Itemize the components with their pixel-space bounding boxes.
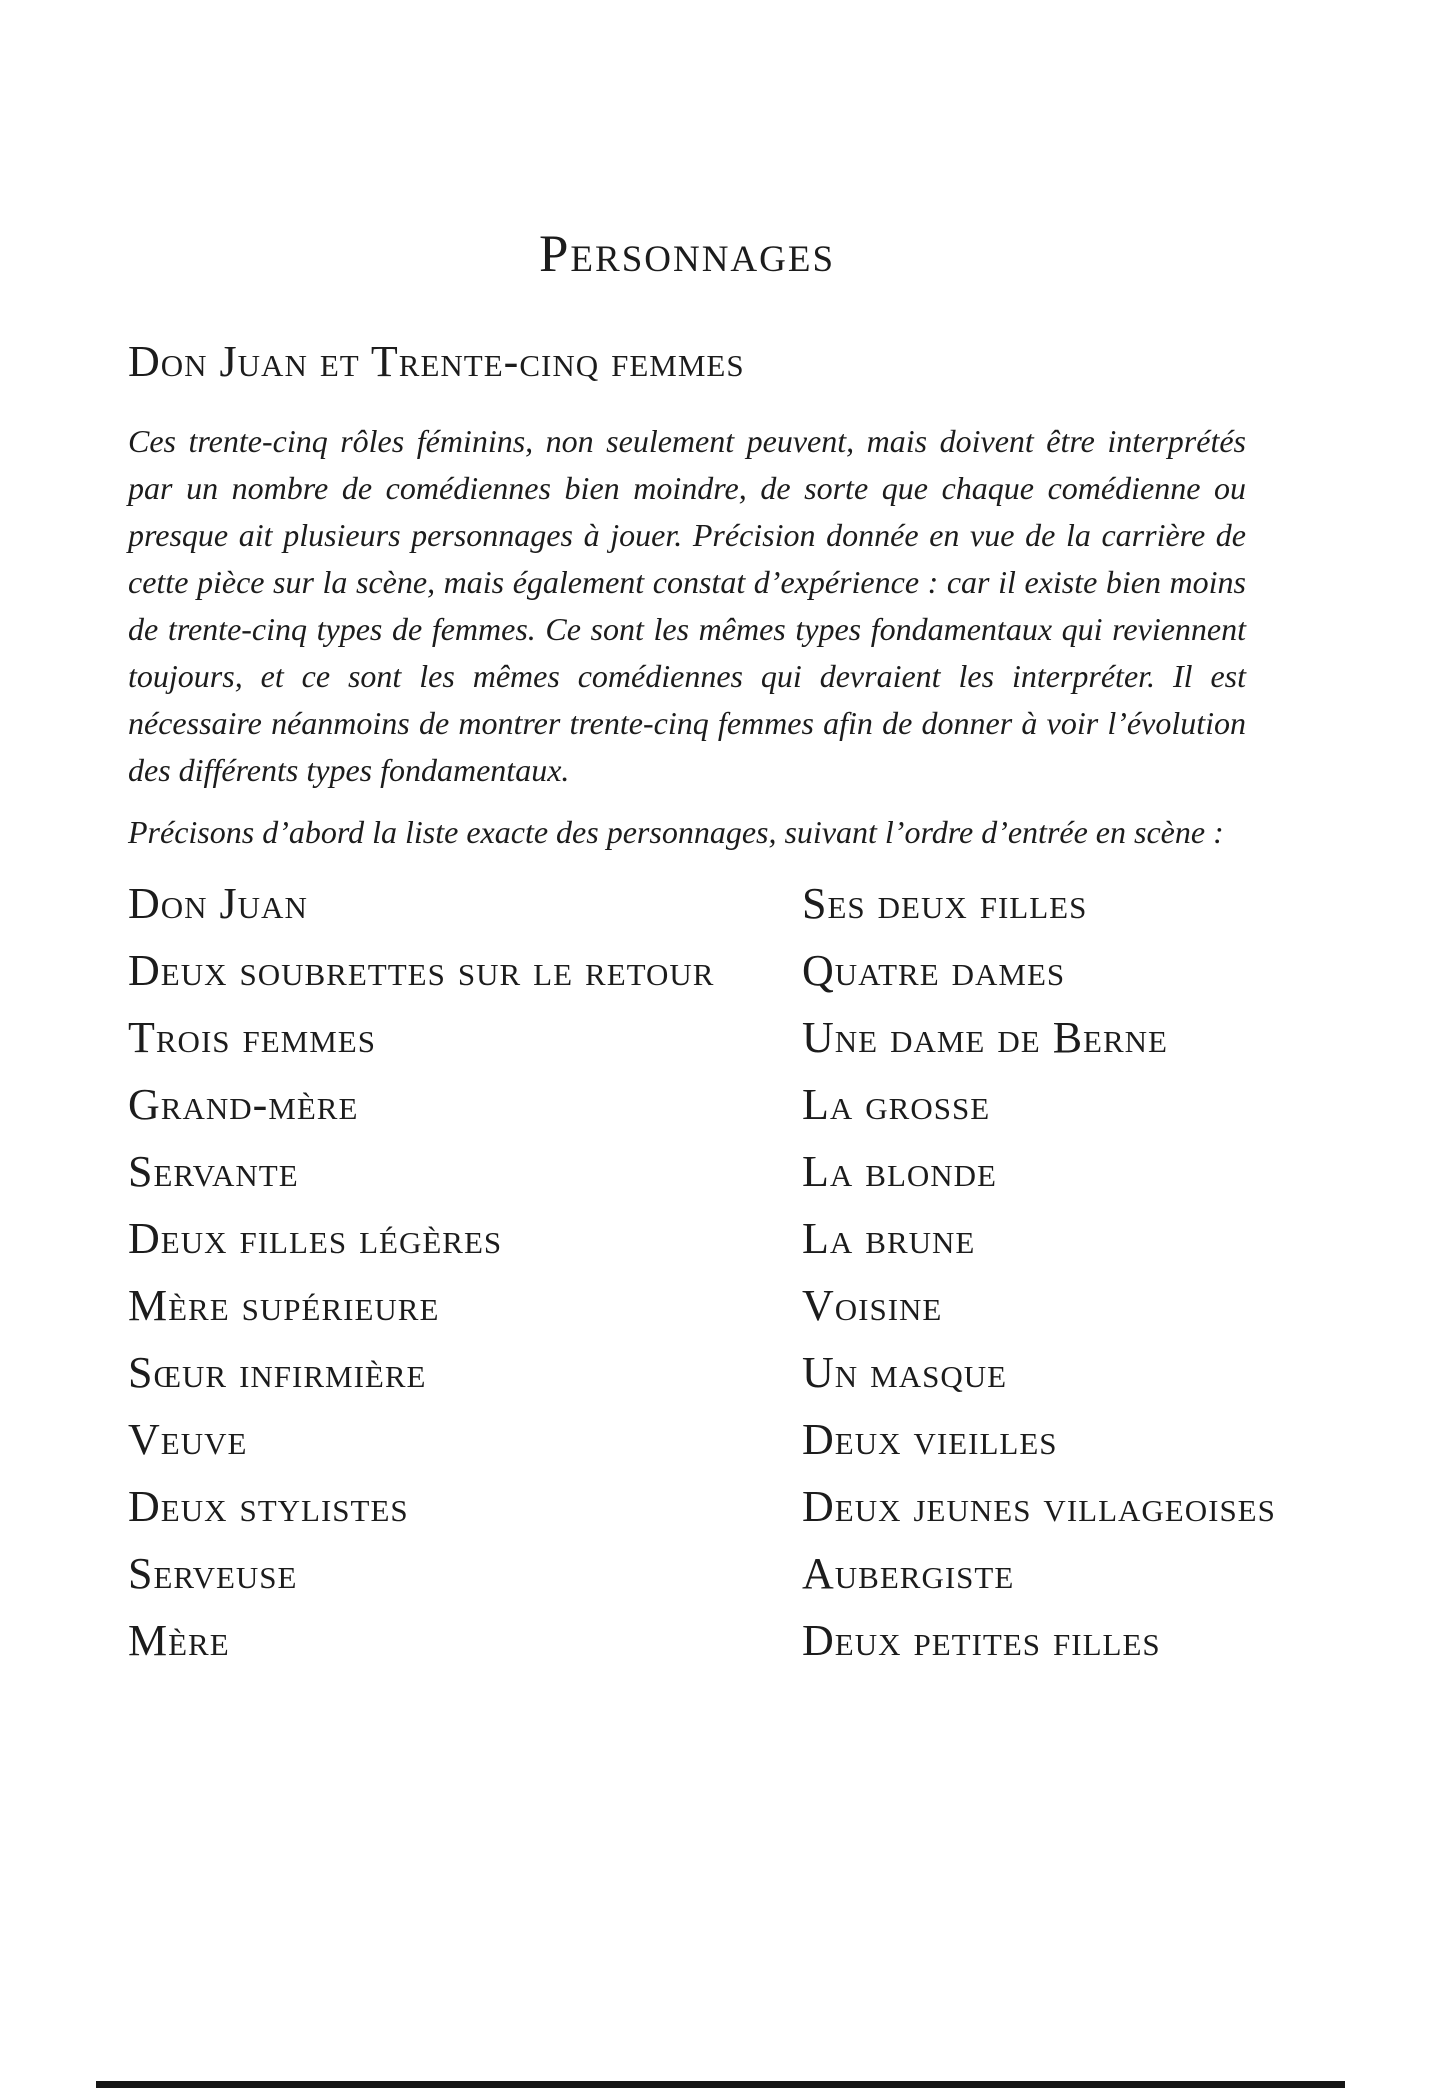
character-name: La brune — [802, 1214, 976, 1263]
character-list — [128, 870, 1276, 1674]
character-name: La grosse — [802, 1080, 991, 1129]
text-block — [128, 0, 1276, 1674]
page-title: Personnages — [538, 225, 836, 283]
character-name: Deux filles légères — [128, 1214, 503, 1263]
character-name: Grand-mère — [128, 1080, 359, 1129]
list-lead-in: Précisons d’abord la liste exacte des personnages, suivant l’ordre d’entrée en scène : — [128, 814, 1224, 850]
character-name: Don Juan — [128, 879, 308, 928]
character-name: La blonde — [802, 1147, 997, 1196]
character-name: Deux vieilles — [802, 1415, 1058, 1464]
character-name: Ses deux filles — [802, 879, 1088, 928]
character-name: Mère supérieure — [128, 1281, 440, 1330]
character-name: Deux stylistes — [128, 1482, 409, 1531]
character-name: Veuve — [128, 1415, 248, 1464]
character-name: Deux soubrettes sur le retour — [128, 946, 715, 995]
character-name: Une dame de Berne — [802, 1013, 1168, 1062]
character-name: Mère — [128, 1616, 230, 1665]
character-name: Servante — [128, 1147, 299, 1196]
character-name: Serveuse — [128, 1549, 298, 1598]
character-name: Deux jeunes villageoises — [802, 1482, 1276, 1531]
subtitle: Don Juan et Trente-cinq femmes — [128, 337, 745, 386]
character-name: Aubergiste — [802, 1549, 1015, 1598]
page-bottom-scan-edge — [96, 2081, 1345, 2088]
character-name: Voisine — [802, 1281, 943, 1330]
intro-paragraph: Ces trente-cinq rôles féminins, non seulement peuvent, mais doivent être interprétés par un nombre de comédiennes bien moindre, de sorte que chaque comédienne ou presque ait plusieurs personnages à jouer. Précision donnée en vue de la carrière de cette pièce sur la scène, mais également constat d’expérience : car il existe bien moins de trente-cinq types de femmes. Ce sont les mêmes types fondamentaux qui reviennent toujours, et ce sont les mêmes comédiennes qui devraient les interpréter. Il est nécessaire néanmoins de montrer trente-cinq femmes afin de donner à voir l’évolution des différents types fondamentaux. — [128, 423, 1246, 788]
character-name: Un masque — [802, 1348, 1008, 1397]
character-name: Sœur infirmière — [128, 1348, 427, 1397]
character-column-right — [802, 870, 1276, 1674]
character-name: Quatre dames — [802, 946, 1066, 995]
character-column-left — [128, 870, 802, 1674]
character-name: Trois femmes — [128, 1013, 376, 1062]
character-name: Deux petites filles — [802, 1616, 1161, 1665]
